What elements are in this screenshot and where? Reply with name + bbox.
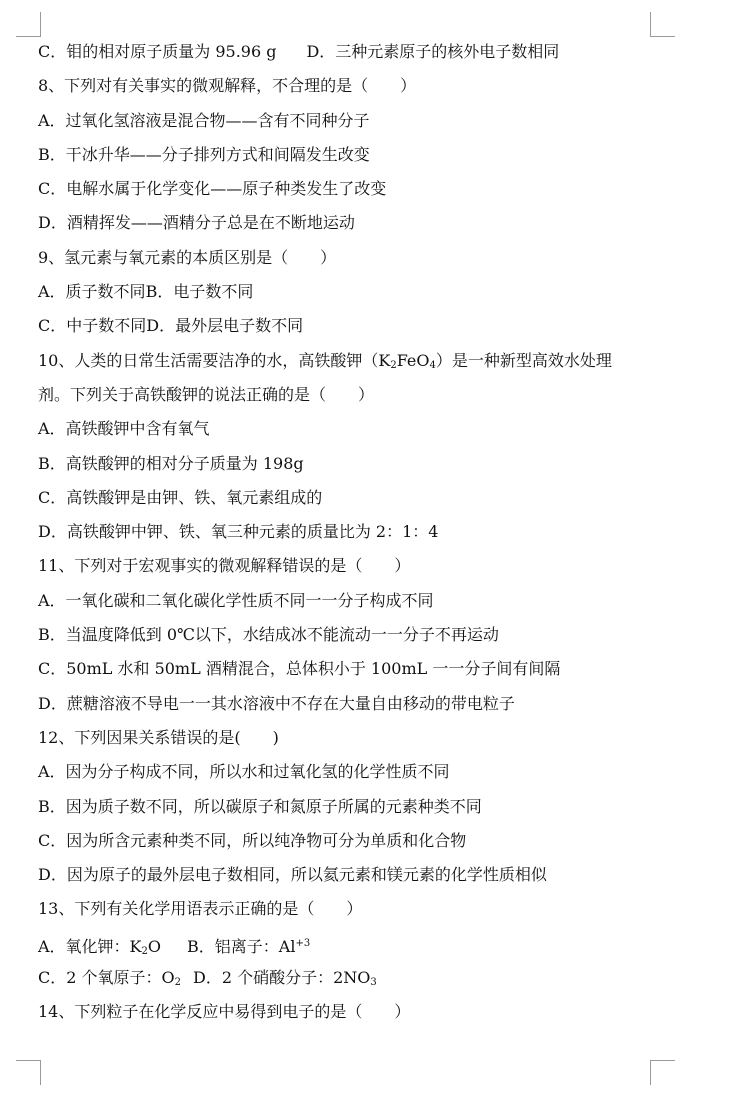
q13-option-a-text: O bbox=[147, 936, 162, 956]
q9-options-cd bbox=[38, 312, 678, 346]
q9-stem: 9、氢元素与氧元素的本质区别是（ ） bbox=[38, 247, 337, 267]
q10-subscript: 2 bbox=[390, 359, 397, 371]
corner-mark-top-left bbox=[16, 12, 41, 37]
q13-options-ab bbox=[38, 930, 678, 964]
q8-stem: 8、下列对有关事实的微观解释，不合理的是（ ） bbox=[38, 76, 417, 96]
q10-option-c: C．高铁酸钾是由钾、铁、氧元素组成的 bbox=[38, 487, 323, 507]
q10-formula-text: FeO bbox=[396, 350, 430, 370]
q12-option-b: B．因为质子数不同，所以碳原子和氮原子所属的元素种类不同 bbox=[38, 796, 482, 816]
q10-stem bbox=[38, 347, 678, 381]
q12-option-c: C．因为所含元素种类不同，所以纯净物可分为单质和化合物 bbox=[38, 830, 467, 850]
q8-option-c: C．电解水属于化学变化——原子种类发生了改变 bbox=[38, 179, 387, 199]
q13-option-d-text: D．2 个硝酸分子：2NO bbox=[193, 968, 371, 988]
corner-mark-bottom-left bbox=[16, 1060, 41, 1085]
q14-stem: 14、下列粒子在化学反应中易得到电子的是（ ） bbox=[38, 1002, 411, 1022]
q12-stem: 12、下列因果关系错误的是( ) bbox=[38, 727, 279, 747]
q12-option-a: A．因为分子构成不同，所以水和过氧化氢的化学性质不同 bbox=[38, 762, 450, 782]
q10-stem-text: ）是一种新型高效水处理 bbox=[435, 350, 612, 370]
q11-option-b: B．当温度降低到 0℃以下，水结成冰不能流动一一分子不再运动 bbox=[38, 625, 499, 645]
q9-option-c: C．中子数不同 bbox=[38, 316, 147, 336]
q9-option-d: D．最外层电子数不同 bbox=[146, 316, 304, 336]
q13-subscript: 2 bbox=[141, 945, 148, 957]
q7-options-cd bbox=[38, 38, 678, 72]
q11-option-a: A．一氧化碳和二氧化碳化学性质不同一一分子构成不同 bbox=[38, 590, 434, 610]
q7-option-c: C．钼的相对原子质量为 95.96 g bbox=[38, 42, 277, 61]
q13-subscript: 2 bbox=[174, 977, 182, 989]
q11-stem: 11、下列对于宏观事实的微观解释错误的是（ ） bbox=[38, 556, 411, 576]
q13-subscript: 3 bbox=[370, 977, 377, 989]
q10-option-d: D．高铁酸钾中钾、铁、氧三种元素的质量比为 2：1：4 bbox=[38, 522, 439, 542]
q9-options-ab bbox=[38, 278, 678, 312]
q13-superscript: +3 bbox=[295, 937, 311, 949]
document-body bbox=[38, 38, 678, 1033]
q13-option-c bbox=[38, 968, 181, 987]
q8-option-d: D．酒精挥发——酒精分子总是在不断地运动 bbox=[38, 213, 355, 233]
q10-stem-text: 10、人类的日常生活需要洁净的水，高铁酸钾（K bbox=[38, 350, 391, 370]
q9-option-b: B．电子数不同 bbox=[145, 282, 254, 302]
q13-option-c-text: C．2 个氧原子：O bbox=[38, 968, 175, 988]
q8-option-b: B．干冰升华——分子排列方式和间隔发生改变 bbox=[38, 144, 370, 164]
q9-option-a: A．质子数不同 bbox=[38, 282, 146, 302]
q11-option-d: D．蔗糖溶液不导电一一其水溶液中不存在大量自由移动的带电粒子 bbox=[38, 693, 515, 713]
q10-subscript: 4 bbox=[429, 359, 436, 371]
q13-option-b-text: B．铝离子：Al bbox=[187, 936, 296, 956]
q8-option-a: A．过氧化氢溶液是混合物——含有不同种分子 bbox=[38, 110, 370, 130]
corner-mark-bottom-right bbox=[650, 1060, 675, 1085]
q10-option-a: A．高铁酸钾中含有氧气 bbox=[38, 419, 210, 439]
q10-option-b: B．高铁酸钾的相对分子质量为 198g bbox=[38, 453, 304, 473]
q10-stem-continued: 剂。下列关于高铁酸钾的说法正确的是（ ） bbox=[38, 384, 375, 404]
q13-stem: 13、下列有关化学用语表示正确的是（ ） bbox=[38, 899, 363, 919]
q13-options-cd bbox=[38, 964, 678, 998]
q12-option-d: D．因为原子的最外层电子数相同，所以氦元素和镁元素的化学性质相似 bbox=[38, 865, 547, 885]
q11-option-c: C．50mL 水和 50mL 酒精混合，总体积小于 100mL 一一分子间有间隔 bbox=[38, 659, 561, 679]
q13-option-a-text: A．氧化钾：K bbox=[38, 936, 142, 956]
q13-option-a bbox=[38, 937, 161, 956]
q13-option-b bbox=[187, 937, 310, 956]
q13-option-d bbox=[193, 968, 377, 987]
corner-mark-top-right bbox=[650, 12, 675, 37]
q7-option-d: D．三种元素原子的核外电子数相同 bbox=[306, 42, 560, 61]
